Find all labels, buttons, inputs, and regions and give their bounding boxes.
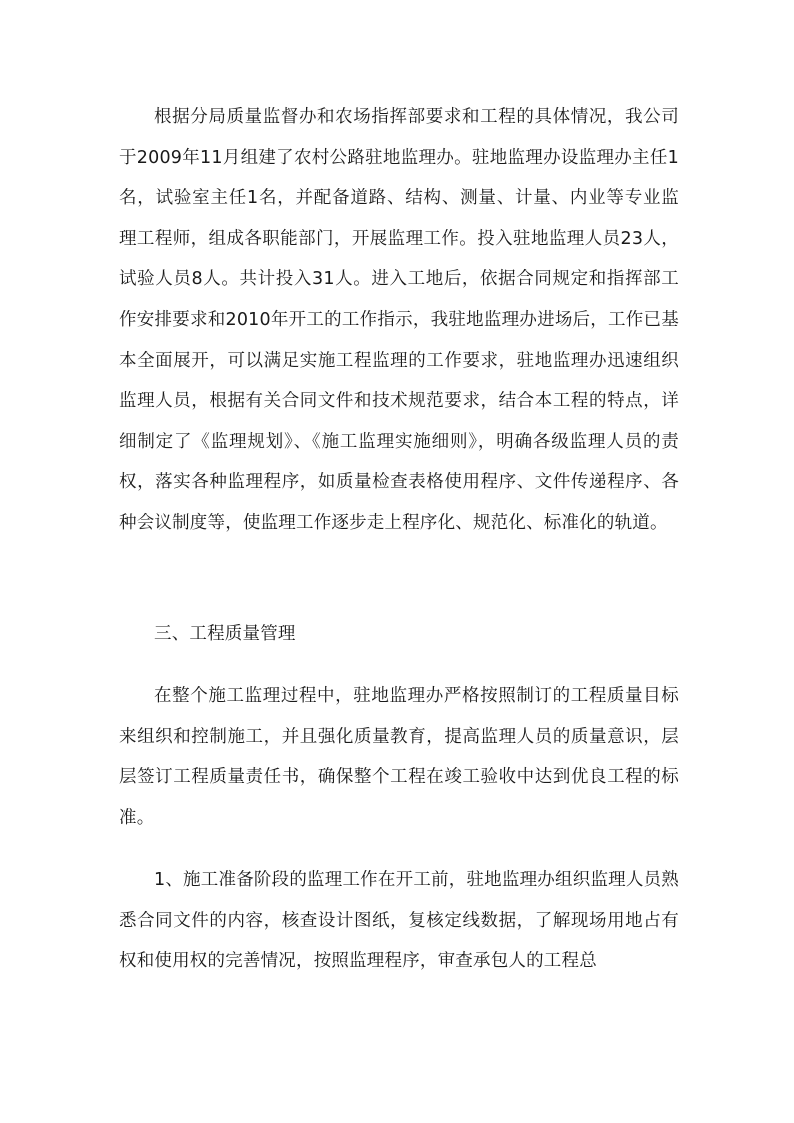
section-heading-quality-management: 三、工程质量管理 xyxy=(154,624,296,644)
paragraph-organization: 根据分局质量监督办和农场指挥部要求和工程的具体情况，我公司于2009年11月组建了农村公路驻地监理办。驻地监理办设监理办主任1名，试验室主任1名，并配备道路、结构、测量、计量、内业等专业监理工程师，组成各职能部门，开展监理工作。投入驻地监理人员23人，试验人员8人。共计投入31人。进入工地后，依据合同规定和指挥部工作安排要求和2010年开工的工作指示，我驻地监理办进场后，工作已基本全面展开，可以满足实施工程监理的工作要求，驻地监理办迅速组织监理人员，根据有关合同文件和技术规范要求，结合本工程的特点，详细制定了《监理规划》、《施工监理实施细则》，明确各级监理人员的责权，落实各种监理程序，如质量检查表格使用程序、文件传递程序、各种会议制度等，使监理工作逐步走上程序化、规范化、标准化的轨道。 xyxy=(119,107,679,533)
paragraph-preparation-stage: 1、施工准备阶段的监理工作在开工前，驻地监理办组织监理人员熟悉合同文件的内容，核查设计图纸，复核定线数据，了解现场用地占有权和使用权的完善情况，按照监理程序，审查承包人的工程总 xyxy=(119,870,679,972)
paragraph-quality-control: 在整个施工监理过程中，驻地监理办严格按照制订的工程质量目标来组织和控制施工，并且强化质量教育，提高监理人员的质量意识，层层签订工程质量责任书，确保整个工程在竣工验收中达到优良工程的标准。 xyxy=(119,686,679,828)
